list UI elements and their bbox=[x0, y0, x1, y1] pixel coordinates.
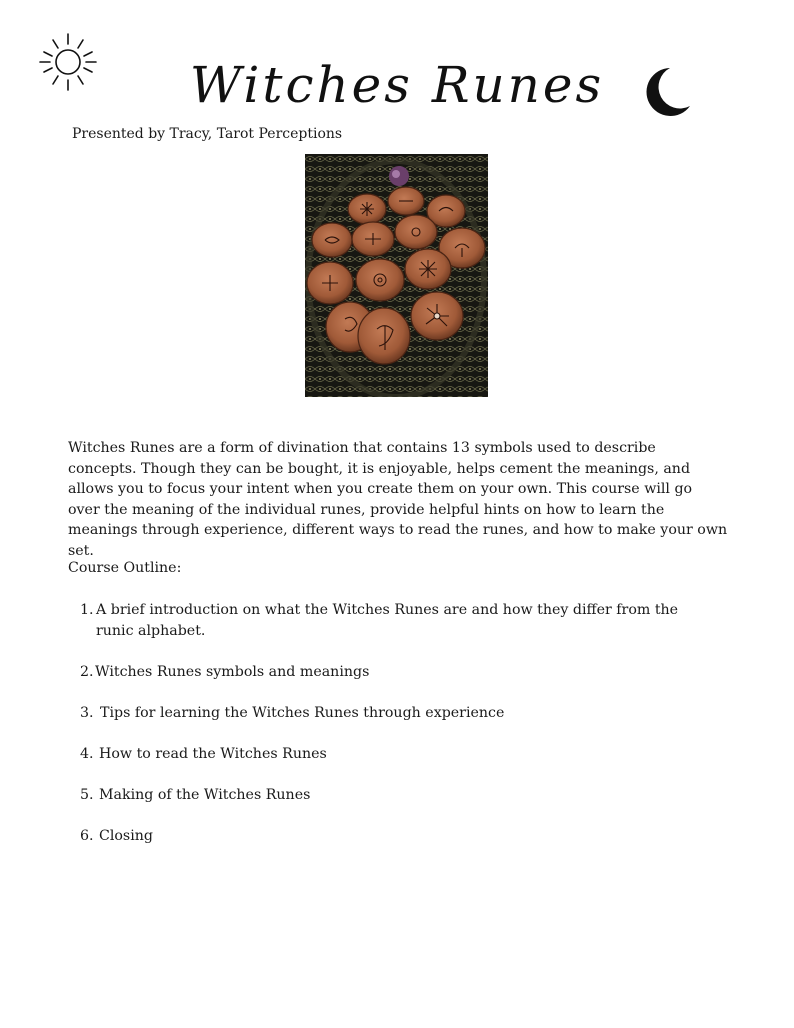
list-item-text: Witches Runes symbols and meanings bbox=[95, 663, 370, 680]
crescent-moon-icon bbox=[640, 66, 692, 118]
list-item-text: Tips for learning the Witches Runes through experience bbox=[100, 704, 505, 721]
list-item-text: Closing bbox=[99, 827, 153, 844]
list-item bbox=[80, 826, 720, 847]
list-item bbox=[80, 703, 720, 724]
list-item-text: Making of the Witches Runes bbox=[99, 786, 311, 803]
list-item-number: 6. bbox=[80, 827, 94, 844]
list-item-number: 5. bbox=[80, 786, 94, 803]
course-outline-list bbox=[80, 600, 720, 867]
byline: Presented by Tracy, Tarot Perceptions bbox=[72, 126, 343, 142]
course-outline-heading: Course Outline: bbox=[68, 560, 182, 576]
list-item-number: 2. bbox=[80, 663, 94, 680]
list-item-text: A brief introduction on what the Witches Runes are and how they differ from the runic alphabet. bbox=[96, 602, 679, 639]
list-item-number: 4. bbox=[80, 745, 94, 762]
list-item-number: 1. bbox=[80, 602, 94, 618]
list-item bbox=[80, 744, 720, 765]
list-item bbox=[80, 600, 720, 641]
rune-stones-photo bbox=[305, 154, 488, 397]
list-item-number: 3. bbox=[80, 704, 94, 721]
intro-paragraph: Witches Runes are a form of divination that contains 13 symbols used to describe concepts. Though they can be bought, it is enjoyable, helps cement the meanings, and allows you to focus your intent when you create them on your own. This course will go over the meaning of the individual runes, provide helpful hints on how to learn the meanings through experience, different ways to read the runes, and how to make your own set. bbox=[68, 440, 728, 559]
list-item bbox=[80, 785, 720, 806]
page-title: Witches Runes bbox=[189, 55, 605, 114]
list-item bbox=[80, 662, 720, 683]
rune-stones-image bbox=[305, 154, 488, 397]
list-item-text: How to read the Witches Runes bbox=[99, 745, 327, 762]
